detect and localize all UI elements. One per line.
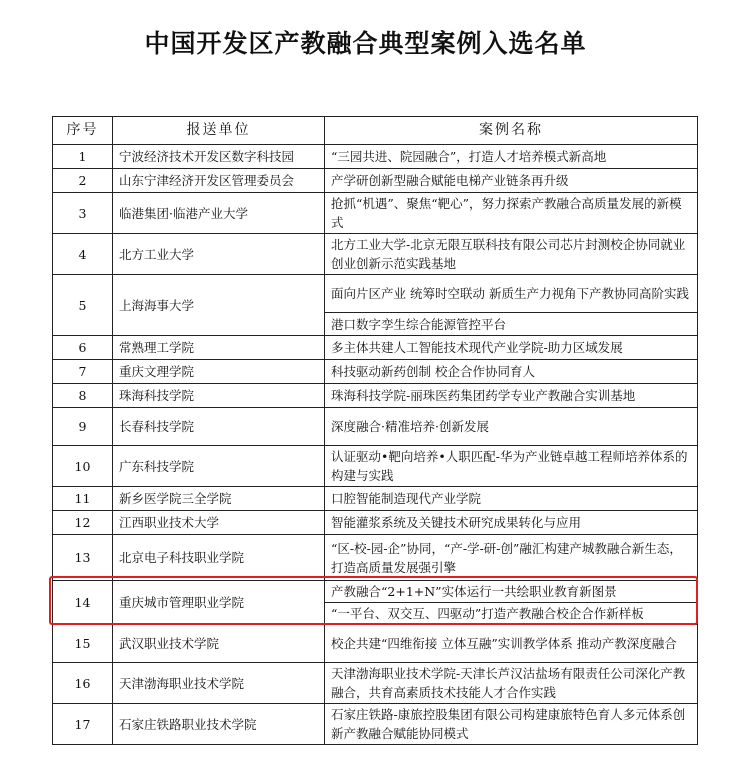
row-case: 校企共建“四维衔接 立体互融”实训教学体系 推动产教深度融合 [325, 625, 698, 663]
row-unit: 宁波经济技术开发区数字科技园 [113, 145, 325, 169]
row-index: 8 [53, 384, 113, 408]
row-index: 6 [53, 336, 113, 360]
row-index: 11 [53, 487, 113, 511]
row-index: 9 [53, 408, 113, 446]
table-header-row [53, 117, 698, 145]
row-index: 7 [53, 360, 113, 384]
row-unit: 珠海科技学院 [113, 384, 325, 408]
header-index: 序号 [53, 117, 113, 145]
row-case: 港口数字孪生综合能源管控平台 [325, 313, 698, 336]
row-index: 10 [53, 446, 113, 487]
row-case: 产教融合“2+1+N”实体运行一共绘职业教育新图景 [325, 581, 698, 603]
row-index: 14 [53, 581, 113, 625]
row-index: 2 [53, 169, 113, 193]
table-row [53, 446, 698, 487]
row-case: 抢抓“机遇”、聚焦“靶心”，努力探索产教融合高质量发展的新模式 [325, 193, 698, 234]
table-row [53, 336, 698, 360]
row-unit: 武汉职业技术学院 [113, 625, 325, 663]
row-case: 科技驱动新药创制 校企合作协同育人 [325, 360, 698, 384]
table-row [53, 193, 698, 234]
header-case: 案例名称 [325, 117, 698, 145]
row-index: 5 [53, 275, 113, 336]
table-body [53, 145, 698, 745]
table-row [53, 408, 698, 446]
table-row [53, 535, 698, 581]
table-row [53, 169, 698, 193]
row-unit: 山东宁津经济开发区管理委员会 [113, 169, 325, 193]
table-row [53, 487, 698, 511]
table-row [53, 704, 698, 745]
row-case: 天津渤海职业技术学院-天津长芦汉沽盐场有限责任公司深化产教融合，共育高素质技术技能人才合作实践 [325, 663, 698, 704]
page-title: 中国开发区产教融合典型案例入选名单 [144, 29, 587, 58]
table-row [53, 511, 698, 535]
row-case: 北方工业大学-北京无限互联科技有限公司芯片封测校企协同就业创业创新示范实践基地 [325, 234, 698, 275]
row-index: 1 [53, 145, 113, 169]
row-unit: 重庆文理学院 [113, 360, 325, 384]
row-index: 12 [53, 511, 113, 535]
row-case: “一平台、双交互、四驱动”打造产教融合校企合作新样板 [325, 603, 698, 625]
row-case: 面向片区产业 统筹时空联动 新质生产力视角下产教协同高阶实践 [325, 275, 698, 313]
row-unit: 长春科技学院 [113, 408, 325, 446]
table-row [53, 625, 698, 663]
row-index: 3 [53, 193, 113, 234]
row-unit: 江西职业技术大学 [113, 511, 325, 535]
row-case: 深度融合·精准培养·创新发展 [325, 408, 698, 446]
row-unit: 石家庄铁路职业技术学院 [113, 704, 325, 745]
header-unit: 报送单位 [113, 117, 325, 145]
row-index: 4 [53, 234, 113, 275]
row-case: 认证驱动•靶向培养•人职匹配-华为产业链卓越工程师培养体系的构建与实践 [325, 446, 698, 487]
row-index: 17 [53, 704, 113, 745]
selection-table [52, 116, 698, 745]
row-case: 口腔智能制造现代产业学院 [325, 487, 698, 511]
row-case: 智能灌浆系统及关键技术研究成果转化与应用 [325, 511, 698, 535]
row-case: “三园共进、院园融合”，打造人才培养模式新高地 [325, 145, 698, 169]
highlight-box [49, 576, 698, 625]
table-row [53, 145, 698, 169]
row-index: 13 [53, 535, 113, 581]
row-case: 多主体共建人工智能技术现代产业学院-助力区域发展 [325, 336, 698, 360]
row-unit: 常熟理工学院 [113, 336, 325, 360]
row-unit: 上海海事大学 [113, 275, 325, 336]
table-row [53, 360, 698, 384]
row-index: 16 [53, 663, 113, 704]
row-unit: 临港集团·临港产业大学 [113, 193, 325, 234]
table-row [53, 275, 698, 313]
row-unit: 新乡医学院三全学院 [113, 487, 325, 511]
row-unit: 北方工业大学 [113, 234, 325, 275]
row-case: “区-校-园-企”协同，“产-学-研-创”融汇构建产城教融合新生态，打造高质量发展强引擎 [325, 535, 698, 581]
row-unit: 广东科技学院 [113, 446, 325, 487]
row-unit: 重庆城市管理职业学院 [113, 581, 325, 625]
row-case: 石家庄铁路-康旅控股集团有限公司构建康旅特色育人多元体系创新产教融合赋能协同模式 [325, 704, 698, 745]
row-unit: 天津渤海职业技术学院 [113, 663, 325, 704]
table-row [53, 384, 698, 408]
row-unit: 北京电子科技职业学院 [113, 535, 325, 581]
row-case: 珠海科技学院-丽珠医药集团药学专业产教融合实训基地 [325, 384, 698, 408]
table-row [53, 234, 698, 275]
table-row [53, 663, 698, 704]
row-index: 15 [53, 625, 113, 663]
row-case: 产学研创新型融合赋能电梯产业链条再升级 [325, 169, 698, 193]
